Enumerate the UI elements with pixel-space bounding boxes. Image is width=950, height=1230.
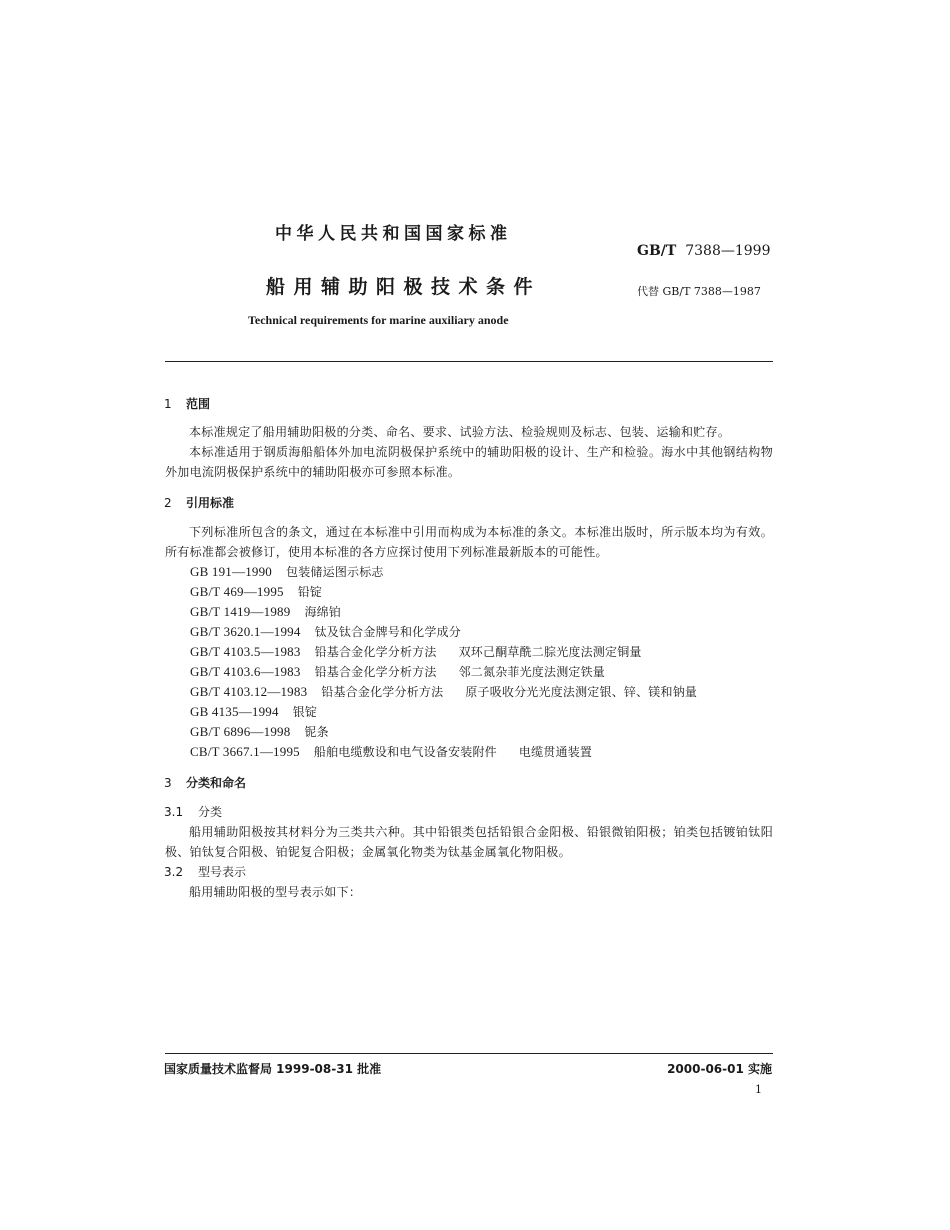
section-number: 1 [164,397,172,411]
reference-code: CB/T 3667.1—1995 [190,744,300,759]
reference-title: 铅基合金化学分析方法 [321,685,444,699]
national-standard-heading: 中华人民共和国国家标准 [275,224,512,244]
page-number: 1 [755,1083,762,1096]
section-3-heading [164,774,246,791]
section-number: 3 [164,776,172,790]
subsection-title: 分类 [198,805,223,819]
section-1-paragraph-2: 本标准适用于钢质海船船体外加电流阴极保护系统中的辅助阳极的设计、生产和检验。海水中其他钢结构物外加电流阴极保护系统中的辅助阳极亦可参照本标准。 [165,445,773,479]
section-title: 分类和命名 [186,776,247,790]
reference-title: 铅基合金化学分析方法 [314,665,437,679]
reference-title: 海绵铂 [304,605,342,619]
standard-number-prefix: GB/T [637,243,677,259]
standard-number-value: 7388—1999 [685,243,771,259]
replaces-note: 代替 GB/T 7388—1987 [637,285,761,298]
subsection-3-2-paragraph: 船用辅助阳极的型号表示如下： [189,885,362,899]
reference-title: 钛及钛合金牌号和化学成分 [314,625,461,639]
reference-title: 铅锭 [297,585,323,599]
reference-code: GB/T 3620.1—1994 [190,624,301,639]
issue-date: 国家质量技术监督局 1999-08-31 批准 [164,1062,382,1076]
reference-code: GB/T 4103.5—1983 [190,644,301,659]
reference-method: 原子吸收分光光度法测定银、锌、镁和钠量 [465,685,698,699]
section-title: 范围 [186,397,211,411]
reference-code: GB/T 4103.6—1983 [190,664,301,679]
reference-method: 邻二氮杂菲光度法测定铁量 [458,665,605,679]
standard-number [637,243,771,259]
reference-code: GB/T 4103.12—1983 [190,684,308,699]
reference-title: 铅基合金化学分析方法 [314,645,437,659]
reference-title: 铌条 [304,725,329,739]
reference-title: 包装储运图示标志 [286,565,384,579]
reference-method: 双环己酮草酰二腙光度法测定铜量 [458,645,642,659]
reference-item [190,723,329,740]
reference-item [190,583,322,600]
subsection-title: 型号表示 [198,865,247,879]
section-title: 引用标准 [186,496,235,510]
reference-item [190,643,642,660]
section-1-paragraph-1: 本标准规定了船用辅助阳极的分类、命名、要求、试验方法、检验规则及标志、包装、运输和贮存。 [189,425,731,439]
header-divider [165,361,773,362]
reference-item [190,743,592,760]
subsection-3-1-paragraph: 船用辅助阳极按其材料分为三类共六种。其中铅银类包括铅银合金阳极、铅银微铂阳极；铂类包括镀铂钛阳极、铂钛复合阳极、铂铌复合阳极；金属氧化物类为钛基金属氧化物阳极。 [165,825,773,859]
section-2-heading [164,494,234,511]
reference-code: GB/T 1419—1989 [190,604,291,619]
subsection-3-2-heading [164,863,246,880]
reference-code: GB/T 469—1995 [190,584,284,599]
section-1-heading [164,395,210,412]
document-title: 船用辅助阳极技术条件 [266,276,542,298]
footer-divider [165,1053,773,1054]
reference-item [190,703,317,720]
reference-item [190,623,461,640]
reference-code: GB/T 6896—1998 [190,724,291,739]
reference-item [190,563,384,580]
reference-code: GB 191—1990 [190,564,273,579]
reference-method: 电缆贯通装置 [518,745,593,759]
reference-code: GB 4135—1994 [190,704,279,719]
reference-title: 船舶电缆敷设和电气设备安装附件 [313,745,497,759]
section-2-intro: 下列标准所包含的条文，通过在本标准中引用而构成为本标准的条文。本标准出版时，所示版本均为有效。所有标准都会被修订，使用本标准的各方应探讨使用下列标准最新版本的可能性。 [165,525,773,559]
section-number: 2 [164,496,172,510]
document-title-english: Technical requirements for marine auxiliary anode [248,313,509,327]
subsection-3-1-heading [164,803,222,820]
reference-item [190,663,605,680]
subsection-number: 3.2 [164,865,184,879]
reference-item [190,603,341,620]
effective-date: 2000-06-01 实施 [667,1062,772,1076]
reference-item [190,683,697,700]
subsection-number: 3.1 [164,805,184,819]
reference-title: 银锭 [292,705,318,719]
